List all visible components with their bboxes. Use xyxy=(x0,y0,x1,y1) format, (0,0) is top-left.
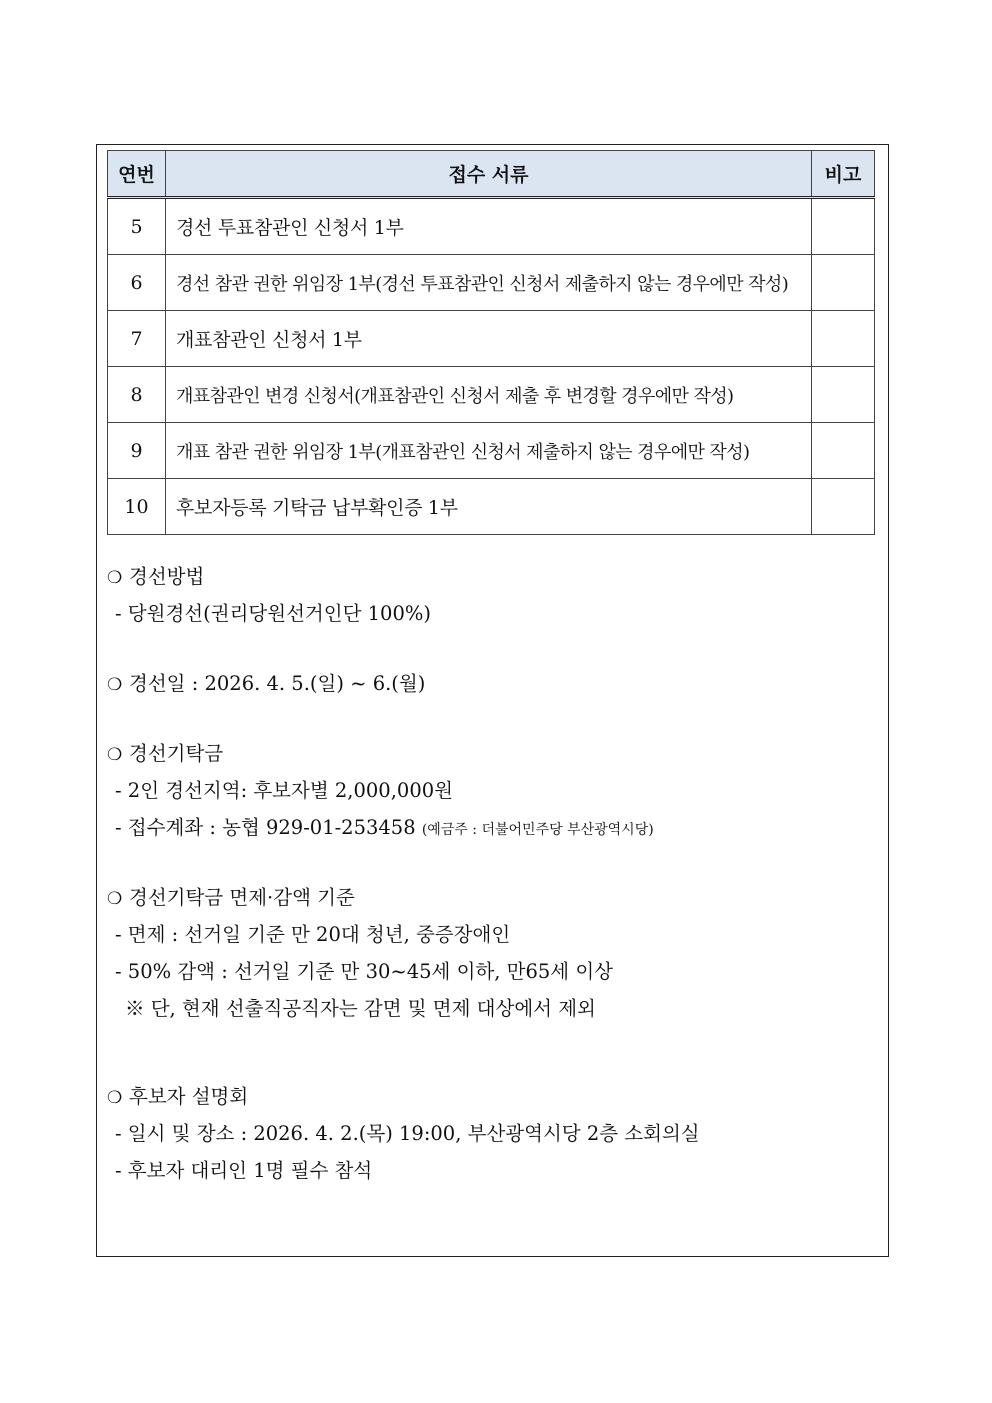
circle-bullet-icon: ❍ xyxy=(107,889,123,909)
circle-bullet-icon: ❍ xyxy=(107,745,123,765)
sections xyxy=(107,559,867,1189)
row-note xyxy=(812,311,875,367)
section-title: 후보자 설명회 xyxy=(129,1085,249,1108)
row-note xyxy=(812,255,875,311)
section-line: - 50% 감액 : 선거일 기준 만 30~45세 이하, 만65세 이상 xyxy=(115,960,614,983)
row-document: 경선 참관 권한 위임장 1부(경선 투표참관인 신청서 제출하지 않는 경우에만 작성) xyxy=(166,255,812,311)
row-no: 5 xyxy=(108,198,166,255)
row-document: 후보자등록 기탁금 납부확인증 1부 xyxy=(166,479,812,535)
row-no: 6 xyxy=(108,255,166,311)
section-deposit xyxy=(107,736,867,846)
table-row xyxy=(108,479,875,535)
header-no: 연번 xyxy=(108,151,166,198)
section-note: ※ 단, 현재 선출직공직자는 감면 및 면제 대상에서 제외 xyxy=(125,997,596,1020)
section-title: 경선일 : 2026. 4. 5.(일) ~ 6.(월) xyxy=(129,672,426,695)
circle-bullet-icon: ❍ xyxy=(107,675,123,695)
section-line: - 2인 경선지역: 후보자별 2,000,000원 xyxy=(115,779,453,802)
row-note xyxy=(812,423,875,479)
section-method xyxy=(107,559,867,632)
account-line xyxy=(107,809,867,846)
row-no: 9 xyxy=(108,423,166,479)
section-line: - 후보자 대리인 1명 필수 참석 xyxy=(115,1159,373,1182)
row-document: 개표 참관 권한 위임장 1부(개표참관인 신청서 제출하지 않는 경우에만 작성) xyxy=(166,423,812,479)
row-no: 10 xyxy=(108,479,166,535)
section-heading xyxy=(107,880,867,916)
table-header-row xyxy=(108,151,875,198)
section-title: 경선기탁금 xyxy=(129,742,224,765)
header-note: 비고 xyxy=(812,151,875,198)
header-documents: 접수 서류 xyxy=(166,151,812,198)
section-heading xyxy=(107,1079,867,1115)
row-note xyxy=(812,367,875,423)
section-line: - 일시 및 장소 : 2026. 4. 2.(목) 19:00, 부산광역시당 2층 소회의실 xyxy=(115,1122,700,1145)
section-date xyxy=(107,666,867,702)
circle-bullet-icon: ❍ xyxy=(107,1088,123,1108)
table-row xyxy=(108,198,875,255)
section-title: 경선기탁금 면제·감액 기준 xyxy=(129,886,355,909)
section-heading xyxy=(107,559,867,595)
document-frame xyxy=(96,144,889,1257)
row-document: 경선 투표참관인 신청서 1부 xyxy=(166,198,812,255)
table-row xyxy=(108,367,875,423)
section-line: - 면제 : 선거일 기준 만 20대 청년, 중증장애인 xyxy=(115,923,511,946)
table-row xyxy=(108,311,875,367)
section-exemption xyxy=(107,880,867,1027)
section-title: 경선방법 xyxy=(129,565,205,588)
row-no: 7 xyxy=(108,311,166,367)
account-number: - 접수계좌 : 농협 929-01-253458 xyxy=(115,816,422,839)
row-note xyxy=(812,479,875,535)
row-no: 8 xyxy=(108,367,166,423)
section-heading xyxy=(107,666,867,702)
documents-table xyxy=(107,150,875,535)
row-document: 개표참관인 변경 신청서(개표참관인 신청서 제출 후 변경할 경우에만 작성) xyxy=(166,367,812,423)
row-document: 개표참관인 신청서 1부 xyxy=(166,311,812,367)
section-line: - 당원경선(권리당원선거인단 100%) xyxy=(115,602,431,625)
section-heading xyxy=(107,736,867,772)
circle-bullet-icon: ❍ xyxy=(107,568,123,588)
account-holder: (예금주 : 더불어민주당 부산광역시당) xyxy=(421,822,654,838)
row-note xyxy=(812,198,875,255)
section-briefing xyxy=(107,1079,867,1189)
table-row xyxy=(108,255,875,311)
table-row xyxy=(108,423,875,479)
